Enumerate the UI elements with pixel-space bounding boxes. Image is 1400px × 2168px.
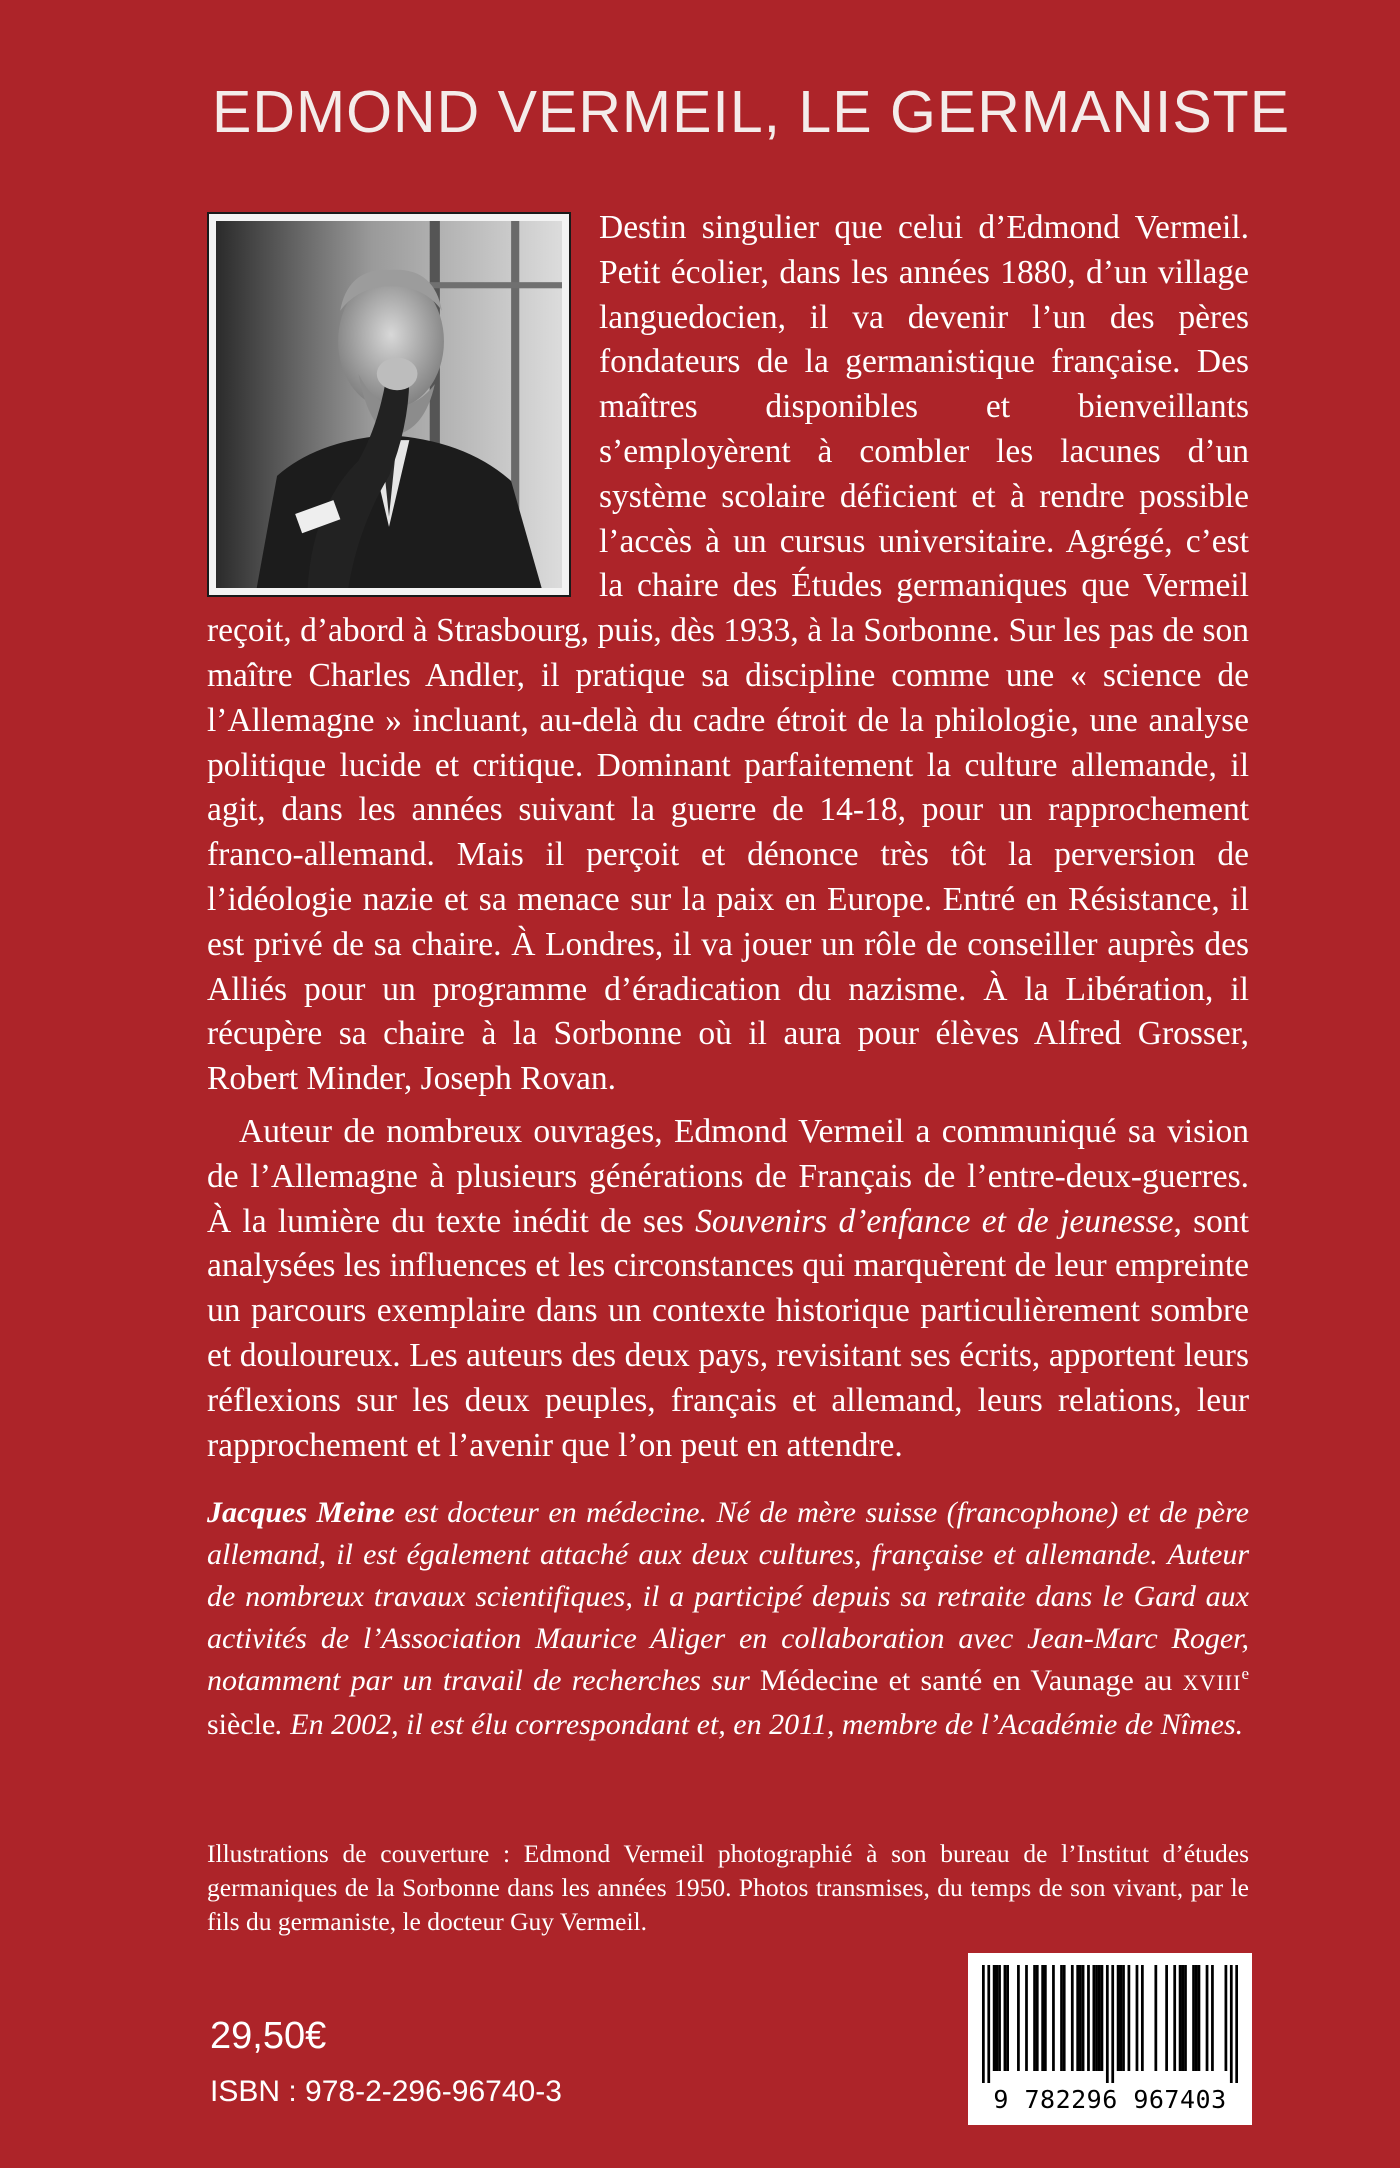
barcode-bar [1025, 1965, 1028, 2071]
research-title-end: siècle [207, 1708, 276, 1741]
barcode-bar [1122, 1965, 1125, 2071]
isbn: ISBN : 978-2-296-96740-3 [210, 2075, 562, 2108]
barcode-bar [1198, 1965, 1201, 2071]
barcode-bar [1098, 1965, 1101, 2071]
barcode-bar [1230, 1965, 1233, 2083]
book-title: EDMOND VERMEIL, LE GERMANISTE [212, 79, 1291, 145]
barcode-bar [1052, 1965, 1055, 2071]
barcode-bar [982, 1965, 985, 2083]
cover-illustration-credits: Illustrations de couverture : Edmond Vermeil photographié à son bureau de l’Institut d’études germaniques de la Sorbonne dans les années 1950. Photos transmises, du temps de son vivant, par le fils du germaniste, le docteur Guy Vermeil. [207, 1839, 1249, 1936]
century-superscript: e [1241, 1664, 1249, 1683]
barcode-bar [1101, 1965, 1104, 2071]
barcode-bar [998, 1965, 1001, 2071]
barcode-bar [1117, 1965, 1120, 2071]
barcode-bar [1063, 1965, 1066, 2071]
barcode-bar [1087, 1965, 1090, 2071]
barcode-bar [1033, 1965, 1036, 2071]
bio-text-end: . En 2002, il est élu correspondant et, en 2011, membre de l’Académie de Nîmes. [275, 1708, 1244, 1741]
barcode-bar [1179, 1965, 1182, 2071]
barcode-bar [995, 1965, 998, 2071]
barcode-bar [1006, 1965, 1009, 2071]
author-portrait-photo [207, 212, 571, 597]
barcode-bar [1225, 1965, 1228, 2071]
barcode-bar [987, 1965, 990, 2083]
barcode-bar [1044, 1965, 1047, 2071]
barcode-bar [1184, 1965, 1187, 2071]
author-name: Jacques Meine [207, 1496, 395, 1529]
portrait-image [216, 221, 562, 588]
barcode [968, 1953, 1252, 2125]
barcode-bar [1181, 1965, 1184, 2071]
barcode-bars [982, 1965, 1238, 2083]
barcode-bar [1173, 1965, 1176, 2071]
barcode-bar [1095, 1965, 1098, 2071]
barcode-bar [1235, 1965, 1238, 2083]
research-title: Médecine et santé en Vaunage au [760, 1664, 1183, 1697]
barcode-bar [1111, 1965, 1114, 2083]
barcode-bar [1165, 1965, 1168, 2071]
barcode-bar [1041, 1965, 1044, 2071]
paragraph-2-text: Auteur de nombreux ouvrages, Edmond Vermeil a communiqué sa vision de l’Allemagne à plusieurs générations de Français de l’entre-deux-guerres. À la lumière du texte inédit de ses [207, 1112, 1249, 1240]
barcode-bar [1211, 1965, 1214, 2071]
barcode-bar [1136, 1965, 1139, 2071]
author-biography [207, 1492, 1249, 1746]
back-cover-blurb [207, 206, 1249, 1468]
barcode-bar [1128, 1965, 1131, 2071]
century-numeral: XVIII [1182, 1670, 1242, 1695]
barcode-bar [1206, 1965, 1209, 2071]
barcode-bar [1154, 1965, 1157, 2071]
barcode-bar [1036, 1965, 1039, 2071]
blurb-paragraph-2 [207, 1110, 1249, 1468]
barcode-bar [993, 1965, 996, 2071]
paragraph-2-text-end: , sont analysées les influences et les circonstances qui marquèrent de leur empreinte un parcours exemplaire dans un contexte historique particulièrement sombre et douloureux. Les auteurs des deux pays, revisitant ses écrits, apportent leurs réflexions sur les deux peuples, français et allemand, leurs relations, leur rapprochement et l’avenir que l’on peut en attendre. [207, 1202, 1249, 1464]
blurb-paragraph-1: Destin singulier que celui d’Edmond Vermeil. Petit écolier, dans les années 1880, d’un village languedocien, il va devenir l’un des pères fondateurs de la germanistique française. Des maîtres disponibles et bienveillants s’employèrent à combler les lacunes d’un système scolaire déficient et à rendre possible l’accès à un cursus universitaire. Agrégé, c’est la chaire des Études germaniques que Vermeil reçoit, d’abord à Strasbourg, puis, dès 1933, à la Sorbonne. Sur les pas de son maître Charles Andler, il pratique sa discipline comme une « science de l’Allemagne » incluant, au-delà du cadre étroit de la philologie, une analyse politique lucide et critique. Dominant parfaitement la culture allemande, il agit, dans les années suivant la guerre de 14-18, pour un rapprochement franco-allemand. Mais il perçoit et dénonce très tôt la perversion de l’idéologie nazie et sa menace sur la paix en Europe. Entré en Résistance, il est privé de sa chaire. À Londres, il va jouer un rôle de conseiller auprès des Alliés pour un programme d’éradication du nazisme. À la Libération, il récupère sa chaire à la Sorbonne où il aura pour élèves Alfred Grosser, Robert Minder, Joseph Rovan. [207, 209, 1249, 1098]
bio-text: est docteur en médecine. Né de mère suisse (francophone) et de père allemand, il est également attaché aux deux cultures, française et allemande. Auteur de nombreux travaux scientifiques, il a participé depuis sa retraite dans le Gard aux activités de l’Association Maurice Aliger en collaboration avec Jean-Marc Roger, notamment par un travail de recherches sur [207, 1496, 1249, 1697]
price: 29,50€ [210, 2015, 327, 2057]
barcode-bar [1076, 1965, 1079, 2071]
barcode-bar [1004, 1965, 1007, 2071]
barcode-bar [1017, 1965, 1020, 2071]
memoir-title: Souvenirs d’enfance et de jeunesse [695, 1202, 1174, 1240]
barcode-bar [1079, 1965, 1082, 2071]
barcode-bar [1106, 1965, 1109, 2083]
barcode-bar [1195, 1965, 1198, 2071]
barcode-bar [1119, 1965, 1122, 2071]
barcode-bar [1060, 1965, 1063, 2071]
barcode-bar [1082, 1965, 1085, 2071]
barcode-bar [1141, 1965, 1144, 2071]
barcode-bar [1092, 1965, 1095, 2071]
barcode-digits: 9 782296 967403 [993, 2085, 1227, 2114]
barcode-bar [1071, 1965, 1074, 2071]
barcode-bar [1192, 1965, 1195, 2071]
